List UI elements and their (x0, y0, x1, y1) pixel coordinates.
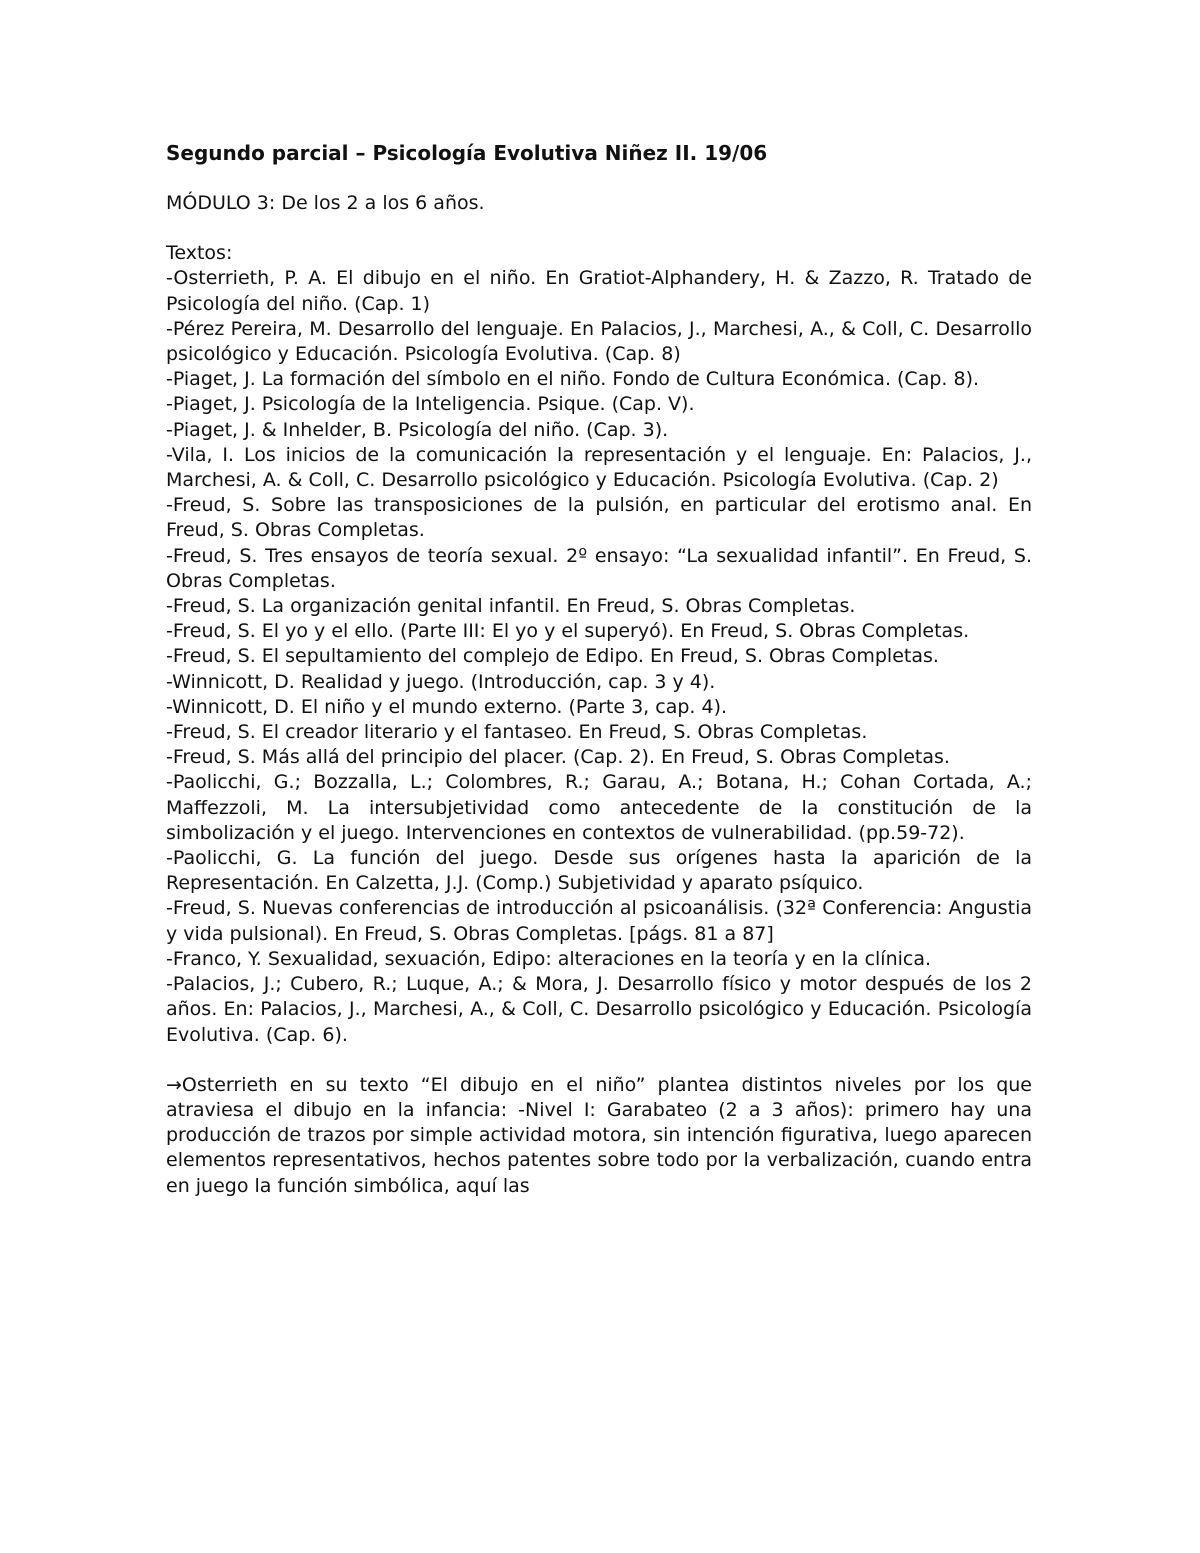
reference-item: -Freud, S. Más allá del principio del placer. (Cap. 2). En Freud, S. Obras Completas. (166, 746, 950, 769)
module-heading: MÓDULO 3: De los 2 a los 6 años. (166, 192, 485, 214)
reference-item: -Paolicchi, G. La función del juego. Desde sus orígenes hasta la aparición de la Representación. En Calzetta, J.J. (Comp.) Subjetividad y aparato psíquico. (166, 847, 1032, 895)
reference-item: -Winnicott, D. Realidad y juego. (Introducción, cap. 3 y 4). (166, 670, 716, 693)
reference-item: -Vila, I. Los inicios de la comunicación la representación y el lenguaje. En: Palacios, J., Marchesi, A. & Coll, C. Desarrollo psicológico y Educación. Psicología Evolutiva. (Cap. 2) (166, 443, 1032, 492)
reference-item: -Paolicchi, G.; Bozzalla, L.; Colombres, R.; Garau, A.; Botana, H.; Cohan Cortada, A.; Maffezzoli, M. La intersubjetividad como antecedente de la constitución de la simbolización y el juego. Intervenciones en contextos de vulnerabilidad. (pp.59-72). (166, 771, 1032, 844)
reference-item: -Freud, S. El sepultamiento del complejo de Edipo. En Freud, S. Obras Completas. (166, 645, 939, 668)
reference-item: -Piaget, J. Psicología de la Inteligencia. Psique. (Cap. V). (166, 393, 695, 416)
reference-item: -Franco, Y. Sexualidad, sexuación, Edipo: alteraciones en la teoría y en la clínica. (166, 947, 932, 970)
reference-item: -Freud, S. Tres ensayos de teoría sexual. 2º ensayo: “La sexualidad infantil”. En Freud, S. Obras Completas. (166, 544, 1032, 592)
reference-item: -Freud, S. El creador literario y el fantaseo. En Freud, S. Obras Completas. (166, 721, 868, 744)
document-title: Segundo parcial – Psicología Evolutiva Niñez II. 19/06 (166, 141, 768, 165)
reference-item: -Osterrieth, P. A. El dibujo en el niño. En Gratiot-Alphandery, H. & Zazzo, R. Tratado de Psicología del niño. (Cap. 1) (166, 267, 1032, 315)
reference-item: -Piaget, J. & Inhelder, B. Psicología del niño. (Cap. 3). (166, 418, 669, 441)
reference-item: -Pérez Pereira, M. Desarrollo del lenguaje. En Palacios, J., Marchesi, A., & Coll, C. Desarrollo psicológico y Educación. Psicología Evolutiva. (Cap. 8) (166, 317, 1032, 366)
reference-item: -Freud, S. La organización genital infantil. En Freud, S. Obras Completas. (166, 595, 856, 618)
reference-item: -Piaget, J. La formación del símbolo en el niño. Fondo de Cultura Económica. (Cap. 8). (166, 368, 980, 391)
reference-item: -Freud, S. Nuevas conferencias de introducción al psicoanálisis. (32ª Conferencia: Angustia y vida pulsional). En Freud, S. Obras Completas. [págs. 81 a 87] (166, 897, 1032, 945)
body-paragraph: →Osterrieth en su texto “El dibujo en el niño” plantea distintos niveles por los que atraviesa el dibujo en la infancia: -Nivel I: Garabateo (2 a 3 años): primero hay una producción de trazos por simple actividad motora, sin intención figurativa, luego aparecen elementos representativos, hechos patentes sobre todo por la verbalización, cuando entra en juego la función simbólica, aquí las (166, 1073, 1032, 1197)
document-page (166, 140, 1032, 1199)
reference-item: -Freud, S. Sobre las transposiciones de la pulsión, en particular del erotismo anal. En Freud, S. Obras Completas. (166, 494, 1032, 542)
texts-label: Textos: (166, 242, 233, 265)
reference-list (166, 266, 1032, 1047)
reference-item: -Freud, S. El yo y el ello. (Parte III: El yo y el superyó). En Freud, S. Obras Completas. (166, 620, 970, 643)
reference-item: -Palacios, J.; Cubero, R.; Luque, A.; & Mora, J. Desarrollo físico y motor después de los 2 años. En: Palacios, J., Marchesi, A., & Coll, C. Desarrollo psicológico y Educación. Psicología Evolutiva. (Cap. 6). (166, 973, 1032, 1046)
reference-item: -Winnicott, D. El niño y el mundo externo. (Parte 3, cap. 4). (166, 695, 728, 718)
